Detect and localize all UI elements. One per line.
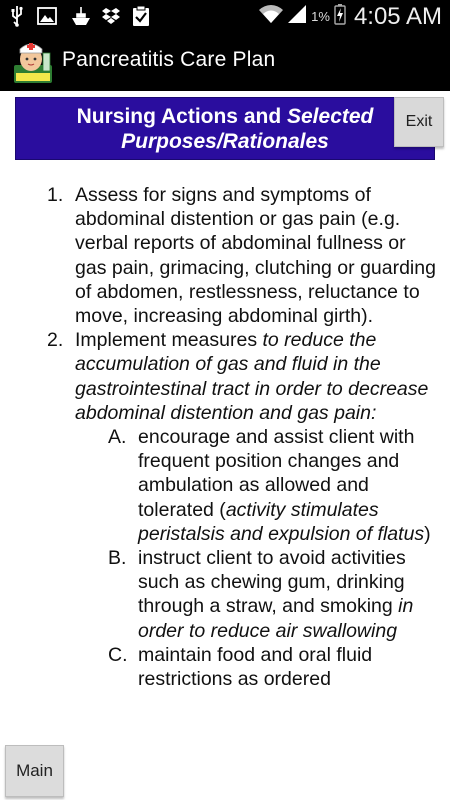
sub-item-rationale: activity stimulates peristalsis and expulsion of flatus	[138, 498, 425, 545]
item-number: 2.	[47, 329, 64, 352]
signal-icon	[287, 4, 307, 29]
sub-item-rationale: in order to reduce air swallowing	[138, 595, 414, 642]
sub-item-text: encourage and assist client with frequent position changes and ambulation as allowed and tolerated (	[138, 426, 415, 521]
nursing-actions-list	[0, 183, 450, 691]
item-number: 1.	[47, 184, 64, 206]
battery-charging-icon	[334, 3, 346, 30]
action-bar	[0, 33, 450, 91]
header-text: Nursing Actions and	[76, 105, 287, 128]
content-area[interactable]	[0, 91, 450, 800]
image-icon	[37, 5, 57, 27]
app-title: Pancreatitis Care Plan	[62, 48, 276, 71]
sub-list-item	[0, 546, 450, 643]
section-header	[15, 97, 435, 160]
ship-icon	[71, 5, 91, 27]
usb-icon	[10, 5, 24, 27]
sub-item-letter: B.	[108, 547, 127, 570]
sub-list-item	[0, 643, 450, 691]
header-text-italic: Selected	[287, 105, 374, 128]
list-item	[0, 183, 450, 328]
clock: 4:05 AM	[353, 2, 442, 30]
sub-item-text: maintain food and oral fluid restrictions as ordered	[138, 643, 373, 691]
item-text: Assess for signs and symptoms of abdominal distention or gas pain (e.g. verbal reports of abdominal fullness or gas pain, grimacing, clutching or guarding of abdomen, restlessness, reluctance to move, increasing abdominal girth).	[75, 184, 436, 328]
sub-item-text: instruct client to avoid activities such as chewing gum, drinking through a straw, and smoking	[138, 547, 406, 618]
item-text: Implement measures	[75, 329, 263, 352]
sub-list-item	[0, 425, 450, 546]
exit-button[interactable]: Exit	[394, 97, 444, 147]
sub-item-text-after: )	[424, 522, 431, 545]
header-line-2: Purposes/Rationales	[121, 130, 329, 153]
sub-item-letter: A.	[108, 426, 127, 449]
sub-item-letter: C.	[108, 643, 128, 666]
battery-percent: 1%	[311, 9, 330, 24]
wifi-icon	[259, 4, 283, 29]
status-bar	[0, 0, 450, 33]
list-item	[0, 328, 450, 425]
main-button[interactable]: Main	[5, 745, 64, 797]
clipboard-check-icon	[132, 5, 150, 27]
header-line-1	[16, 104, 434, 129]
app-logo-icon[interactable]	[12, 37, 54, 85]
dropbox-icon	[101, 5, 121, 27]
item-rationale: to reduce the accumulation of gas and fluid in the gastrointestinal tract in order to decrease abdominal distention and gas pain:	[75, 329, 429, 424]
